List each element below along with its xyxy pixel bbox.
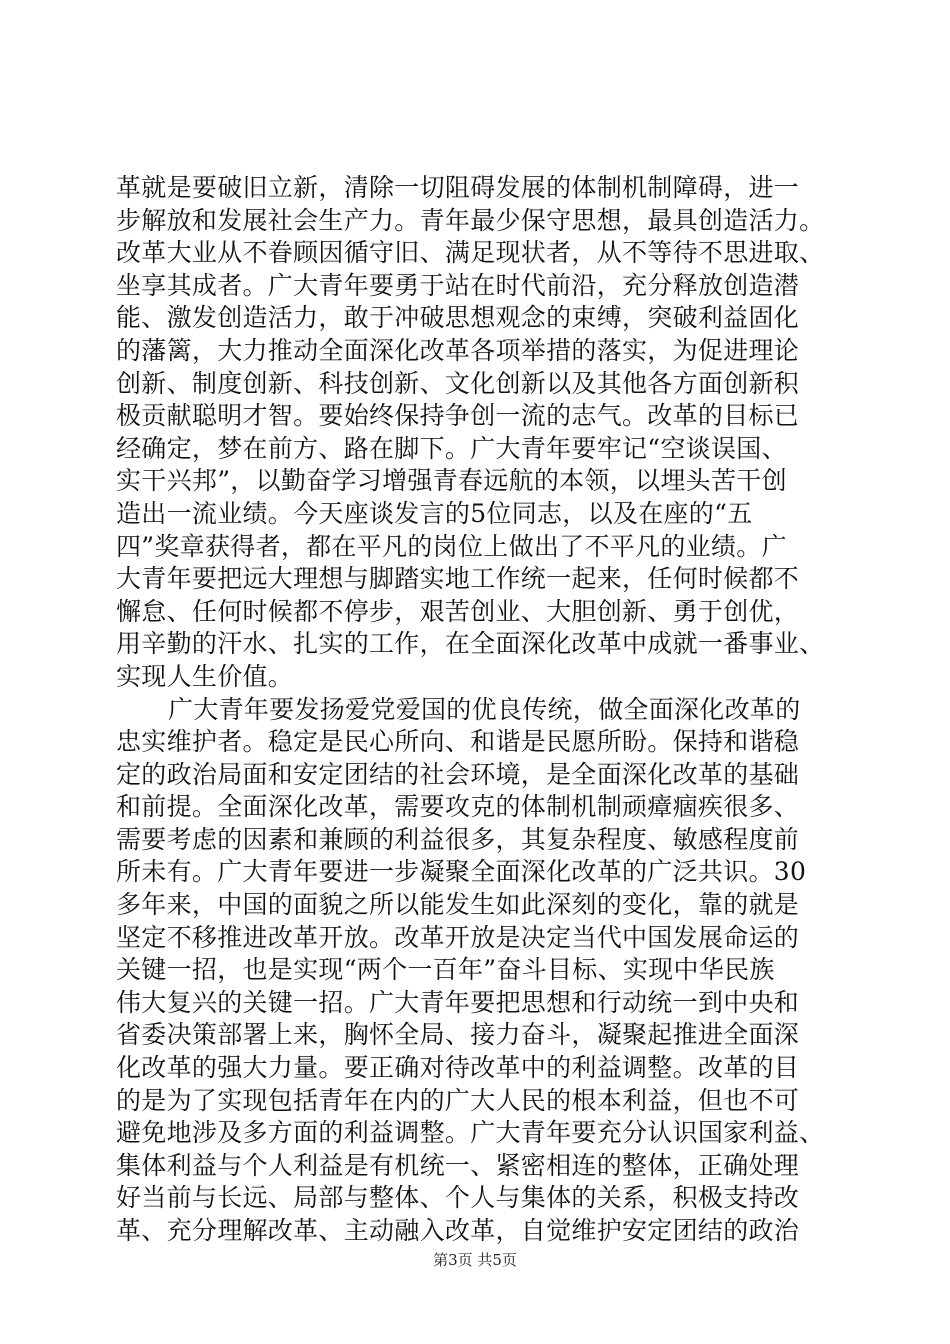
- text-line: 懈怠、任何时候都不停步，艰苦创业、大胆创新、勇于创优，: [116, 596, 800, 626]
- text-line: 实干兴邦”，以勤奋学习增强青春远航的本领，以埋头苦干创: [116, 466, 787, 496]
- text-line: 坚定不移推进改革开放。改革开放是决定当代中国发展命运的: [116, 922, 800, 952]
- text-line: 的藩篱，大力推动全面深化改革各项举措的落实，为促进理论: [116, 335, 800, 365]
- text-line: 伟大复兴的关键一招。广大青年要把思想和行动统一到中央和: [116, 987, 800, 1017]
- text-line: 大青年要把远大理想与脚踏实地工作统一起来，任何时候都不: [116, 564, 800, 594]
- text-line: 多年来，中国的面貌之所以能发生如此深刻的变化，靠的就是: [116, 890, 800, 920]
- text-line: 广大青年要发扬爱党爱国的优良传统，做全面深化改革的: [168, 694, 801, 724]
- paragraph-1: [116, 172, 836, 694]
- body-text: [116, 172, 836, 1248]
- text-line: 革就是要破旧立新，清除一切阻碍发展的体制机制障碍，进一: [116, 173, 800, 202]
- text-line: 极贡献聪明才智。要始终保持争创一流的志气。改革的目标已: [116, 401, 800, 431]
- text-line: 忠实维护者。稳定是民心所向、和谐是民愿所盼。保持和谐稳: [116, 727, 800, 757]
- page-number-label: 第3页 共5页: [433, 1251, 517, 1269]
- text-line: 创新、制度创新、科技创新、文化创新以及其他各方面创新积: [116, 368, 800, 398]
- text-line: 省委决策部署上来，胸怀全局、接力奋斗，凝聚起推进全面深: [116, 1020, 800, 1050]
- text-line: 的是为了实现包括青年在内的广大人民的根本利益，但也不可: [116, 1085, 800, 1115]
- text-line: 革、充分理解改革、主动融入改革，自觉维护安定团结的政治: [116, 1216, 800, 1245]
- text-line: 坐享其成者。广大青年要勇于站在时代前沿，充分释放创造潜: [116, 270, 800, 300]
- text-line: 造出一流业绩。今天座谈发言的5位同志，以及在座的“五: [116, 498, 753, 528]
- text-line: 用辛勤的汗水、扎实的工作，在全面深化改革中成就一番事业、: [116, 629, 825, 659]
- page-footer: [0, 1249, 950, 1270]
- text-line: 经确定，梦在前方、路在脚下。广大青年要牢记“空谈误国、: [116, 433, 787, 463]
- text-line: 四”奖章获得者，都在平凡的岗位上做出了不平凡的业绩。广: [116, 531, 787, 561]
- text-line: 实现人生价值。: [116, 661, 294, 691]
- paragraph-2: [116, 694, 836, 1248]
- text-line: 能、激发创造活力，敢于冲破思想观念的束缚，突破利益固化: [116, 303, 800, 333]
- text-line: 化改革的强大力量。要正确对待改革中的利益调整。改革的目: [116, 1053, 800, 1083]
- text-line: 关键一招，也是实现“两个一百年”奋斗目标、实现中华民族: [116, 955, 775, 985]
- text-line: 所未有。广大青年要进一步凝聚全面深化改革的广泛共识。30: [116, 857, 807, 887]
- text-line: 避免地涉及多方面的利益调整。广大青年要充分认识国家利益、: [116, 1118, 825, 1148]
- text-line: 集体利益与个人利益是有机统一、紧密相连的整体，正确处理: [116, 1150, 800, 1180]
- text-line: 和前提。全面深化改革，需要攻克的体制机制顽瘴痼疾很多、: [116, 792, 800, 822]
- text-line: 改革大业从不眷顾因循守旧、满足现状者，从不等待不思进取、: [116, 238, 825, 268]
- text-line: 步解放和发展社会生产力。青年最少保守思想，最具创造活力。: [116, 205, 825, 235]
- text-line: 需要考虑的因素和兼顾的利益很多，其复杂程度、敏感程度前: [116, 824, 800, 854]
- text-line: 好当前与长远、局部与整体、个人与集体的关系，积极支持改: [116, 1183, 800, 1213]
- text-line: 定的政治局面和安定团结的社会环境，是全面深化改革的基础: [116, 759, 800, 789]
